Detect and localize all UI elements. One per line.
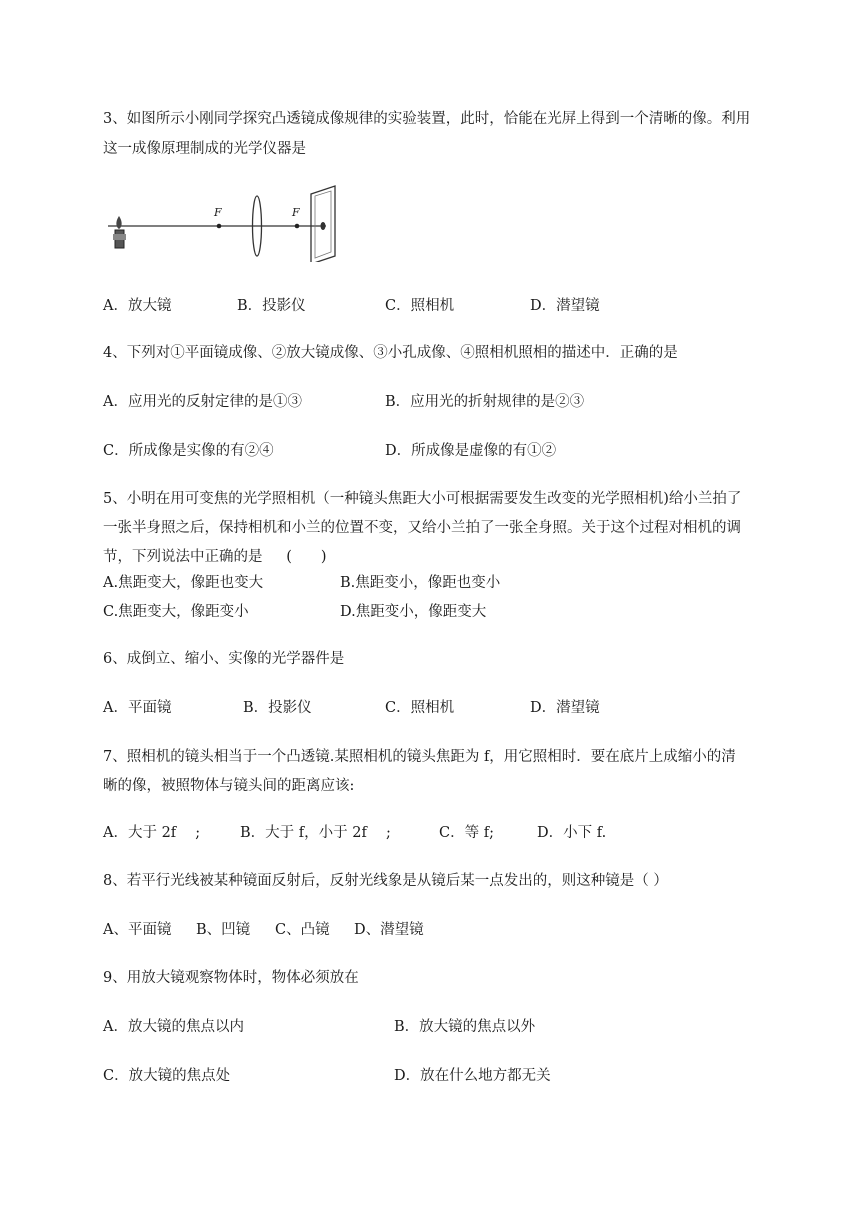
q8-option-d: D、潜望镜: [354, 922, 424, 938]
q6-option-d: D．潜望镜: [530, 700, 600, 716]
q4-option-d: D．所成像是虚像的有①②: [385, 443, 557, 459]
q6-option-a: A．平面镜: [103, 700, 172, 716]
q7-option-a: A．大于 2f ;: [103, 825, 201, 841]
q5-option-b: B.焦距变小，像距也变小: [340, 575, 501, 591]
q7-option-d: D．小下 f.: [537, 825, 607, 841]
light-screen: [311, 186, 335, 262]
q4-option-a: A．应用光的反射定律的是①③: [103, 394, 302, 410]
q7-option-b: B．大于 f，小于 2f ;: [240, 825, 391, 841]
q5-option-a: A.焦距变大，像距也变大: [103, 575, 264, 591]
q7-text-line2: 晰的像，被照物体与镜头间的距离应该:: [103, 778, 355, 794]
focal-point-2: [295, 224, 300, 229]
q5-text-line1: 5、小明在用可变焦的光学照相机（一种镜头焦距大小可根据需要发生改变的光学照相机)给小兰拍了: [103, 491, 742, 507]
candle-icon: [113, 216, 126, 248]
q8-text-line1: 8、若平行光线被某种镜面反射后，反射光线象是从镜后某一点发出的，则这种镜是（ ）: [103, 873, 668, 889]
focal-point-1: [217, 224, 222, 229]
q8-option-c: C、凸镜: [275, 922, 330, 938]
q5-text-line3: 节，下列说法中正确的是 ( ): [103, 549, 327, 565]
q4-option-b: B．应用光的折射规律的是②③: [385, 394, 585, 410]
q3-option-b: B．投影仪: [237, 298, 306, 314]
q3-option-d: D．潜望镜: [530, 298, 600, 314]
q7-text-line1: 7、照相机的镜头相当于一个凸透镜.某照相机的镜头焦距为 f，用它照相时．要在底片上成缩小的清: [103, 749, 736, 765]
q9-option-a: A．放大镜的焦点以内: [103, 1019, 244, 1035]
q8-option-b: B、凹镜: [196, 922, 251, 938]
q4-text-line1: 4、下列对①平面镜成像、②放大镜成像、③小孔成像、④照相机照相的描述中．正确的是: [103, 345, 678, 361]
focal-label-2: F: [292, 206, 300, 219]
q5-text-line2: 一张半身照之后，保持相机和小兰的位置不变，又给小兰拍了一张全身照。关于这个过程对相机的调: [103, 520, 741, 536]
q5-option-c: C.焦距变大，像距变小: [103, 604, 249, 620]
q5-option-d: D.焦距变小，像距变大: [340, 604, 487, 620]
q9-option-d: D．放在什么地方都无关: [394, 1068, 551, 1084]
q6-text-line1: 6、成倒立、缩小、实像的光学器件是: [103, 651, 345, 667]
q8-option-a: A、平面镜: [103, 922, 172, 938]
q9-option-b: B．放大镜的焦点以外: [394, 1019, 536, 1035]
q7-option-c: C．等 f;: [439, 825, 494, 841]
q6-option-c: C．照相机: [385, 700, 455, 716]
focal-label-1: F: [214, 206, 222, 219]
q3-option-c: C．照相机: [385, 298, 455, 314]
q3-option-a: A．放大镜: [103, 298, 172, 314]
q3-text-line2: 这一成像原理制成的光学仪器是: [103, 141, 306, 157]
q6-option-b: B．投影仪: [243, 700, 312, 716]
q3-text-line1: 3、如图所示小刚同学探究凸透镜成像规律的实验装置，此时，恰能在光屏上得到一个清晰的像。利用: [103, 111, 751, 127]
q4-option-c: C．所成像是实像的有②④: [103, 443, 274, 459]
q9-text-line1: 9、用放大镜观察物体时，物体必须放在: [103, 970, 359, 986]
q9-option-c: C．放大镜的焦点处: [103, 1068, 231, 1084]
lens-experiment-figure: [104, 182, 344, 262]
